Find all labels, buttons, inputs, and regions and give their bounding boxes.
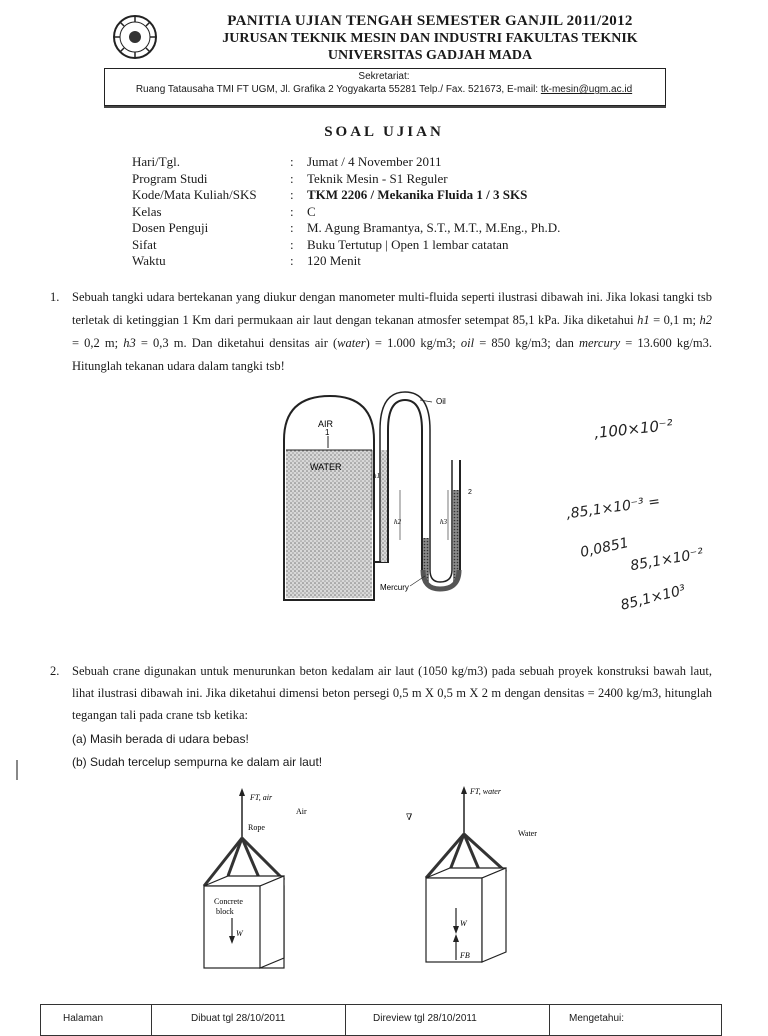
label-ft-air: FT, air bbox=[250, 793, 273, 802]
label-w-water: W bbox=[460, 919, 467, 928]
manometer-figure bbox=[270, 390, 520, 610]
info-label: Sifat bbox=[132, 236, 157, 252]
label-h1: h1 bbox=[373, 472, 380, 480]
info-label: Kelas bbox=[132, 203, 162, 219]
q1-number: 1. bbox=[50, 290, 60, 304]
sekretariat-title: Sekretariat: bbox=[358, 71, 410, 82]
header-line-1: PANITIA UJIAN TENGAH SEMESTER GANJIL 2011/2012 bbox=[227, 13, 633, 29]
info-label: Kode/Mata Kuliah/SKS bbox=[132, 187, 257, 202]
info-value: Jumat / 4 November 2011 bbox=[307, 154, 442, 169]
info-colon: : bbox=[290, 170, 294, 186]
info-label: Waktu bbox=[132, 253, 166, 268]
info-value: M. Agung Bramantya, S.T., M.T., M.Eng., Ph.D. bbox=[307, 220, 561, 235]
q1-text: Sebuah tangki udara bertekanan yang diukur dengan manometer multi-fluida seperti ilustrasi dibawah ini. Jika lokasi tangki tsb terletak di ketinggian 1 Km dari permukaan air laut dengan tekanan atmosfer setempat 85,1 kPa. Jika diketahui h1 = 0,1 m; h2 = 0,2 m; h3 = 0,3 m. Dan diketahui densitas air (water) = 1.000 kg/m3; oil = 850 kg/m3; dan mercury = 13.600 kg/m3. Hitunglah tekanan udara dalam tangki tsb! bbox=[72, 290, 712, 373]
info-value: TKM 2206 / Mekanika Fluida 1 / 3 SKS bbox=[307, 187, 528, 202]
label-ft-water: FT, water bbox=[470, 787, 501, 796]
label-h2: h2 bbox=[394, 518, 401, 526]
block-in-water bbox=[406, 786, 537, 962]
info-colon: : bbox=[290, 220, 294, 235]
sekretariat-address-text: Ruang Tatausaha TMI FT UGM, Jl. Grafika 2 Yogyakarta 55281 Telp./ Fax. 521673, E-mail: bbox=[135, 84, 541, 95]
info-label: Dosen Penguji bbox=[132, 220, 209, 235]
label-oil: Oil bbox=[436, 397, 446, 406]
block-in-air bbox=[204, 788, 307, 968]
footer-dibuat: Dibuat tgl 28/10/2011 bbox=[191, 1013, 286, 1024]
q2-number: 2. bbox=[50, 664, 60, 678]
footer-halaman: Halaman bbox=[63, 1013, 104, 1024]
header-line-2: JURUSAN TEKNIK MESIN DAN INDUSTRI FAKULTAS TEKNIK bbox=[222, 31, 638, 46]
info-colon: : bbox=[290, 187, 294, 202]
handwritten-note-4: 85,1×10⁻² bbox=[629, 545, 705, 575]
handwritten-note-3: 0,0851 bbox=[578, 535, 631, 561]
label-air-medium: Air bbox=[296, 807, 307, 816]
label-concrete: Concrete bbox=[214, 897, 243, 906]
info-colon: : bbox=[290, 203, 294, 219]
q2-part-b: (b) Sudah tercelup sempurna ke dalam air laut! bbox=[72, 755, 323, 769]
label-point-1: 1 bbox=[325, 428, 330, 437]
info-label: Program Studi bbox=[132, 170, 208, 186]
label-mercury: Mercury bbox=[380, 583, 409, 592]
info-colon: : bbox=[290, 154, 294, 169]
handwritten-note-5: 85,1×10³ bbox=[619, 582, 688, 614]
info-colon: : bbox=[290, 236, 294, 252]
label-block: block bbox=[216, 907, 234, 916]
footer-mengetahui: Mengetahui: bbox=[569, 1013, 625, 1024]
handwritten-note-2: ,85,1×10⁻³ = bbox=[565, 493, 662, 523]
handwritten-note-1: ,100×10⁻² bbox=[593, 415, 674, 443]
info-value: Teknik Mesin - S1 Reguler bbox=[307, 170, 448, 186]
info-value: C bbox=[307, 203, 316, 219]
q2-text: Sebuah crane digunakan untuk menurunkan beton kedalam air laut (1050 kg/m3) pada sebuah proyek konstruksi bawah laut, lihat ilustrasi dibawah ini. Jika diketahui dimensi beton persegi 0,5 m X 0,5 m X 2 m dengan densitas = 2400 kg/m3, hitunglah tegangan tali pada crane tsb ketika: bbox=[72, 664, 712, 722]
university-logo bbox=[112, 14, 158, 60]
header-line-3: UNIVERSITAS GADJAH MADA bbox=[327, 48, 533, 63]
info-colon: : bbox=[290, 253, 294, 268]
info-value: Buku Tertutup | Open 1 lembar catatan bbox=[307, 236, 509, 252]
exam-title: SOAL UJIAN bbox=[324, 124, 444, 140]
label-water-medium: Water bbox=[518, 829, 537, 838]
water-surface-symbol: ∇ bbox=[406, 812, 413, 822]
label-rope: Rope bbox=[248, 823, 265, 832]
sekretariat-email[interactable]: tk-mesin@ugm.ac.id bbox=[540, 84, 633, 95]
label-fb: FB bbox=[460, 951, 470, 960]
crane-figure bbox=[180, 780, 580, 980]
q2-part-a: (a) Masih berada di udara bebas! bbox=[72, 732, 249, 746]
label-w-air: W bbox=[236, 929, 243, 938]
info-value: 120 Menit bbox=[307, 253, 361, 268]
label-water: WATER bbox=[310, 462, 342, 472]
sekretariat-address bbox=[104, 84, 664, 95]
label-point-2: 2 bbox=[468, 489, 472, 496]
footer-direview: Direview tgl 28/10/2011 bbox=[373, 1013, 477, 1024]
label-h3: h3 bbox=[440, 518, 447, 526]
label-air: AIR bbox=[318, 419, 334, 429]
margin-mark bbox=[16, 760, 18, 780]
footer-table bbox=[40, 1004, 722, 1036]
info-label: Hari/Tgl. bbox=[132, 154, 181, 169]
